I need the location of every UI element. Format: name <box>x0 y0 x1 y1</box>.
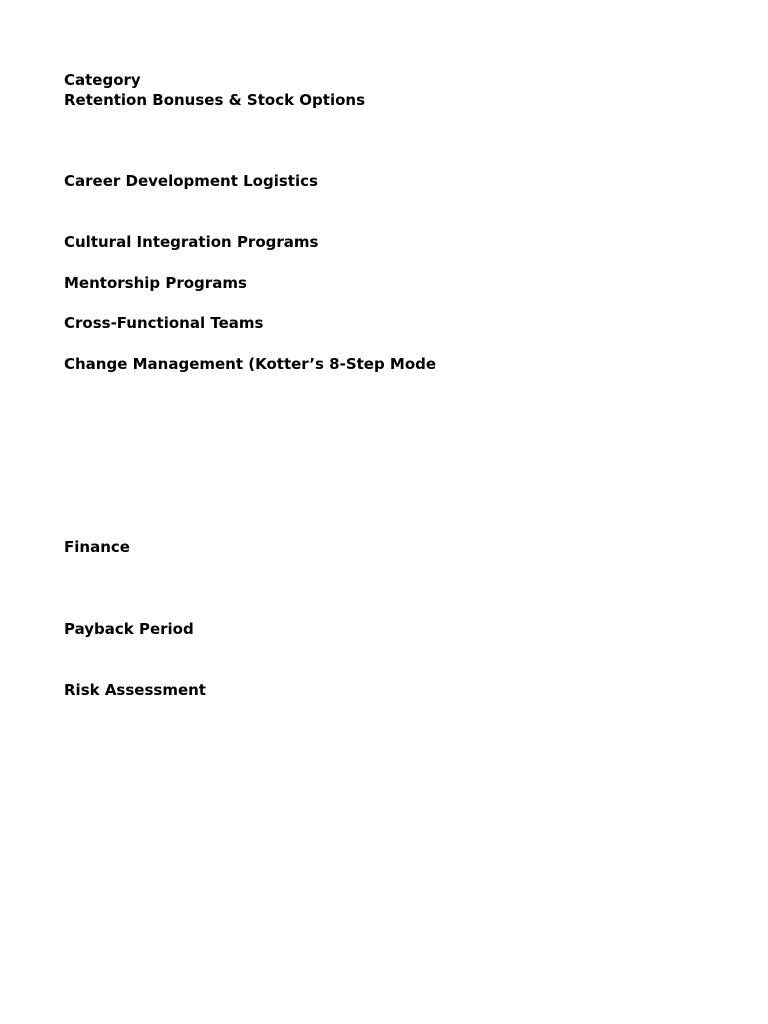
category-item-career-development: Career Development Logistics <box>64 172 318 190</box>
finance-item-risk-assessment: Risk Assessment <box>64 681 206 699</box>
category-item-retention-bonuses: Retention Bonuses & Stock Options <box>64 91 365 109</box>
finance-item-payback-period: Payback Period <box>64 620 194 638</box>
category-item-cross-functional-teams: Cross-Functional Teams <box>64 314 264 332</box>
finance-section-title: Finance <box>64 538 130 556</box>
category-item-mentorship: Mentorship Programs <box>64 274 247 292</box>
category-item-change-management: Change Management (Kotter’s 8-Step Mode <box>64 355 437 373</box>
category-header: Category <box>64 71 141 89</box>
category-item-cultural-integration: Cultural Integration Programs <box>64 233 319 251</box>
